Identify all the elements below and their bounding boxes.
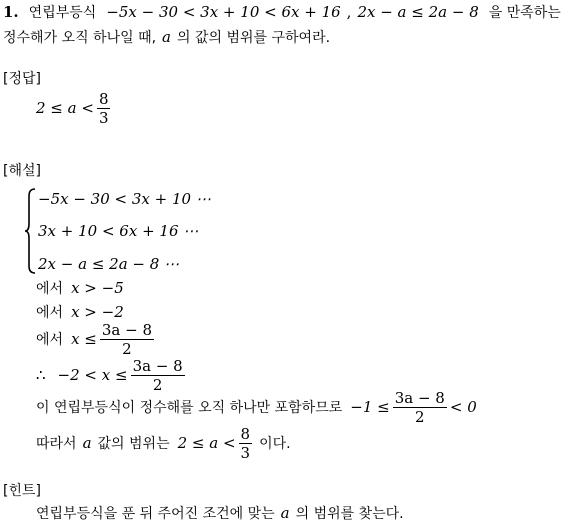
step-6-text2: 값의 범위는 [97,436,170,452]
hint-header-text: [힌트] [3,483,41,499]
problem-text-b: 을 만족하는 [488,5,561,21]
problem-line-1 [3,2,561,22]
step-2 [36,302,124,322]
step-3-math: x ≤ [71,330,97,348]
step-4-math: −2 < x ≤ [57,366,128,384]
problem-inequality-2: 2x − a ≤ 2a − 8 [357,3,479,21]
hint-var: a [280,504,290,522]
step-5-lhs: −1 ≤ [350,398,390,416]
system-equation-2 [38,222,198,240]
solution-header [3,160,41,180]
answer-numerator: 8 [98,89,109,108]
step-5-text: 이 연립부등식이 정수해를 오직 하나만 포함하므로 [36,400,343,416]
answer-lhs: 2 ≤ a < [36,99,94,117]
hint-text-b: 의 범위를 찾는다. [295,506,404,522]
step-4-denominator: 2 [152,375,163,394]
hint-header [3,480,41,500]
step-6-lhs: 2 ≤ a < [177,434,236,452]
problem-line2-b: 의 값의 범위를 구하여라. [177,30,331,46]
answer-line [36,88,113,128]
system-brace [24,188,36,274]
step-6-var: a [82,434,92,452]
step-3 [36,320,157,358]
problem-number: 1. [3,3,19,21]
system-eq-1-text: −5x − 30 < 3x + 10 ⋯ [38,190,211,208]
step-4-numerator: 3a − 8 [132,356,183,375]
step-5-rhs: < 0 [449,398,477,416]
system-eq-2-text: 3x + 10 < 6x + 16 ⋯ [38,222,199,240]
step-1-word: 에서 [36,281,64,297]
step-1-math: x > −5 [71,279,124,297]
step-5 [36,388,477,426]
step-1 [36,278,124,298]
problem-text-a: 연립부등식 [28,5,97,21]
answer-header-text: [정답] [3,71,41,87]
solution-header-text: [해설] [3,163,41,179]
therefore-symbol: ∴ [36,366,46,384]
system-eq-3-text: 2x − a ≤ 2a − 8 ⋯ [38,255,180,273]
step-2-math: x > −2 [71,303,124,321]
step-3-denominator: 2 [122,339,132,358]
answer-header [3,68,41,88]
step-5-numerator: 3a − 8 [394,388,445,407]
step-6-fraction [239,425,253,462]
step-6-end: 이다. [259,436,291,452]
problem-line2-a: 정수해가 오직 하나일 때, [3,30,157,46]
system-equation-1 [38,190,211,208]
step-6-denominator: 3 [240,443,251,462]
step-3-numerator: 3a − 8 [101,320,152,339]
step-5-fraction [393,389,447,426]
problem-line-2 [3,27,330,47]
hint-text-a: 연립부등식을 푼 뒤 주어진 조건에 맞는 [36,506,275,522]
step-5-denominator: 2 [415,407,425,426]
system-equation-3 [38,255,179,273]
answer-denominator: 3 [98,108,109,127]
answer-fraction [97,90,111,127]
problem-inequality-1: −5x − 30 < 3x + 10 < 6x + 16 [106,3,341,21]
problem-separator: , [346,3,352,21]
step-2-word: 에서 [36,305,64,321]
step-3-fraction [100,321,154,358]
problem-var-a: a [162,28,171,46]
step-6 [36,424,291,462]
step-3-word: 에서 [36,332,64,348]
step-6-text: 따라서 [36,436,77,452]
hint-line [36,503,404,523]
step-6-numerator: 8 [240,424,251,443]
